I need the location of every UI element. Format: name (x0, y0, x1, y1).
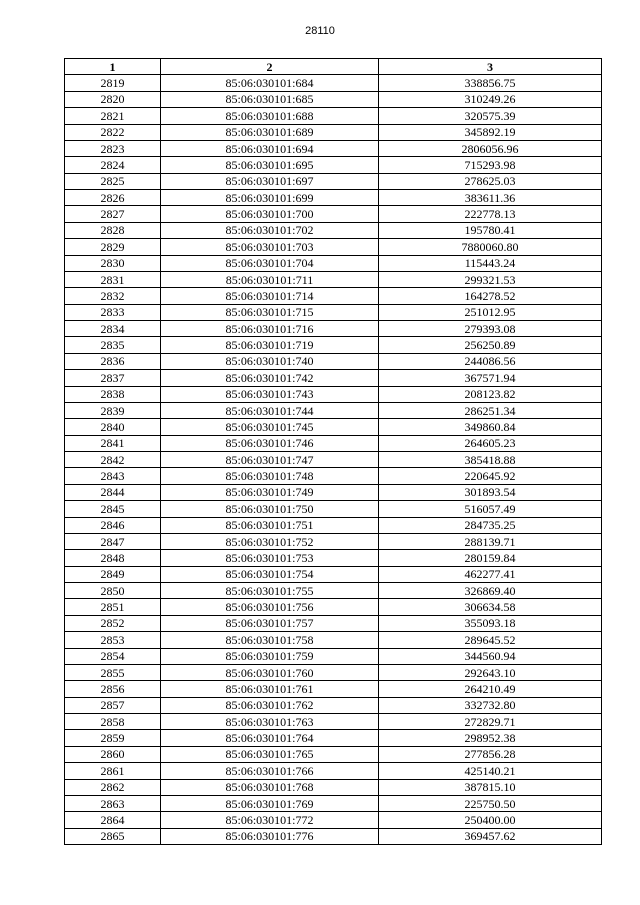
table-cell-col-2: 85:06:030101:702 (161, 222, 379, 238)
table-cell-col-2: 85:06:030101:759 (161, 648, 379, 664)
table-row (65, 190, 602, 206)
table-cell-col-1: 2843 (65, 468, 161, 484)
table-cell-col-3: 292643.10 (379, 664, 602, 680)
table-cell-col-2: 85:06:030101:768 (161, 779, 379, 795)
table-row (65, 632, 602, 648)
column-header-1: 1 (65, 59, 161, 75)
table-row (65, 435, 602, 451)
table-cell-col-2: 85:06:030101:747 (161, 452, 379, 468)
column-header-3: 3 (379, 59, 602, 75)
table-cell-col-3: 338856.75 (379, 75, 602, 91)
table-cell-col-3: 301893.54 (379, 484, 602, 500)
table-cell-col-3: 286251.34 (379, 402, 602, 418)
table-cell-col-3: 298952.38 (379, 730, 602, 746)
table-cell-col-2: 85:06:030101:762 (161, 697, 379, 713)
table-cell-col-2: 85:06:030101:714 (161, 288, 379, 304)
table-cell-col-1: 2826 (65, 190, 161, 206)
table-cell-col-2: 85:06:030101:760 (161, 664, 379, 680)
table-row (65, 304, 602, 320)
table-row (65, 452, 602, 468)
table-cell-col-2: 85:06:030101:715 (161, 304, 379, 320)
table-cell-col-2: 85:06:030101:766 (161, 763, 379, 779)
table-cell-col-2: 85:06:030101:748 (161, 468, 379, 484)
table-row (65, 730, 602, 746)
table-cell-col-3: 289645.52 (379, 632, 602, 648)
table-row (65, 763, 602, 779)
table-row (65, 681, 602, 697)
table-cell-col-2: 85:06:030101:695 (161, 157, 379, 173)
table-row (65, 91, 602, 107)
table-cell-col-2: 85:06:030101:754 (161, 566, 379, 582)
table-cell-col-1: 2849 (65, 566, 161, 582)
table-cell-col-3: 164278.52 (379, 288, 602, 304)
table-cell-col-1: 2840 (65, 419, 161, 435)
table-cell-col-2: 85:06:030101:746 (161, 435, 379, 451)
table-cell-col-1: 2822 (65, 124, 161, 140)
table-cell-col-1: 2860 (65, 746, 161, 762)
table-cell-col-3: 516057.49 (379, 501, 602, 517)
table-cell-col-3: 208123.82 (379, 386, 602, 402)
table-cell-col-2: 85:06:030101:719 (161, 337, 379, 353)
table-row (65, 157, 602, 173)
table-cell-col-2: 85:06:030101:756 (161, 599, 379, 615)
table-row (65, 288, 602, 304)
table-row (65, 140, 602, 156)
table-cell-col-3: 264210.49 (379, 681, 602, 697)
table-cell-col-1: 2841 (65, 435, 161, 451)
table-body (65, 75, 602, 845)
table-cell-col-3: 387815.10 (379, 779, 602, 795)
table-row (65, 779, 602, 795)
table-cell-col-1: 2831 (65, 271, 161, 287)
table-row (65, 533, 602, 549)
table-cell-col-2: 85:06:030101:711 (161, 271, 379, 287)
table-cell-col-3: 250400.00 (379, 812, 602, 828)
table-row (65, 353, 602, 369)
table-cell-col-1: 2850 (65, 583, 161, 599)
table-cell-col-1: 2830 (65, 255, 161, 271)
table-row (65, 501, 602, 517)
table-cell-col-1: 2821 (65, 108, 161, 124)
table-cell-col-3: 369457.62 (379, 828, 602, 844)
table-cell-col-1: 2835 (65, 337, 161, 353)
table-cell-col-3: 310249.26 (379, 91, 602, 107)
table-cell-col-2: 85:06:030101:776 (161, 828, 379, 844)
table-cell-col-1: 2823 (65, 140, 161, 156)
table-cell-col-2: 85:06:030101:700 (161, 206, 379, 222)
table-cell-col-2: 85:06:030101:742 (161, 370, 379, 386)
table-cell-col-1: 2847 (65, 533, 161, 549)
table-cell-col-3: 7880060.80 (379, 239, 602, 255)
table-cell-col-2: 85:06:030101:703 (161, 239, 379, 255)
table-cell-col-1: 2834 (65, 321, 161, 337)
table-cell-col-3: 332732.80 (379, 697, 602, 713)
table-cell-col-3: 385418.88 (379, 452, 602, 468)
table-cell-col-1: 2853 (65, 632, 161, 648)
table-cell-col-1: 2820 (65, 91, 161, 107)
table-cell-col-2: 85:06:030101:752 (161, 533, 379, 549)
table-row (65, 370, 602, 386)
table-row (65, 484, 602, 500)
table-cell-col-2: 85:06:030101:761 (161, 681, 379, 697)
table-cell-col-3: 306634.58 (379, 599, 602, 615)
table-cell-col-1: 2865 (65, 828, 161, 844)
table-row (65, 402, 602, 418)
table-cell-col-3: 225750.50 (379, 795, 602, 811)
table-cell-col-3: 367571.94 (379, 370, 602, 386)
table-cell-col-2: 85:06:030101:765 (161, 746, 379, 762)
table-row (65, 583, 602, 599)
table-cell-col-3: 280159.84 (379, 550, 602, 566)
table-cell-col-2: 85:06:030101:750 (161, 501, 379, 517)
table-row (65, 173, 602, 189)
table-cell-col-1: 2855 (65, 664, 161, 680)
table-row (65, 648, 602, 664)
table-row (65, 714, 602, 730)
table-row (65, 746, 602, 762)
table-cell-col-2: 85:06:030101:753 (161, 550, 379, 566)
table-cell-col-1: 2856 (65, 681, 161, 697)
table-cell-col-2: 85:06:030101:744 (161, 402, 379, 418)
table-cell-col-3: 115443.24 (379, 255, 602, 271)
table-row (65, 206, 602, 222)
table-row (65, 828, 602, 844)
table-cell-col-1: 2837 (65, 370, 161, 386)
table-cell-col-3: 195780.41 (379, 222, 602, 238)
table-cell-col-3: 251012.95 (379, 304, 602, 320)
table-cell-col-3: 715293.98 (379, 157, 602, 173)
table-cell-col-3: 344560.94 (379, 648, 602, 664)
table-row (65, 419, 602, 435)
table-cell-col-1: 2862 (65, 779, 161, 795)
table-row (65, 566, 602, 582)
table-cell-col-1: 2858 (65, 714, 161, 730)
table-row (65, 795, 602, 811)
table-cell-col-1: 2863 (65, 795, 161, 811)
table-row (65, 599, 602, 615)
table-cell-col-1: 2833 (65, 304, 161, 320)
table-row (65, 239, 602, 255)
table-cell-col-1: 2832 (65, 288, 161, 304)
table-cell-col-3: 222778.13 (379, 206, 602, 222)
table-cell-col-2: 85:06:030101:685 (161, 91, 379, 107)
table-cell-col-2: 85:06:030101:688 (161, 108, 379, 124)
table-cell-col-3: 299321.53 (379, 271, 602, 287)
table-cell-col-3: 425140.21 (379, 763, 602, 779)
table-row (65, 108, 602, 124)
table-cell-col-1: 2846 (65, 517, 161, 533)
table-cell-col-1: 2836 (65, 353, 161, 369)
table-cell-col-2: 85:06:030101:751 (161, 517, 379, 533)
table-cell-col-2: 85:06:030101:689 (161, 124, 379, 140)
table-row (65, 664, 602, 680)
table-cell-col-1: 2842 (65, 452, 161, 468)
table-cell-col-2: 85:06:030101:764 (161, 730, 379, 746)
table-cell-col-3: 326869.40 (379, 583, 602, 599)
table-cell-col-3: 220645.92 (379, 468, 602, 484)
table-cell-col-2: 85:06:030101:699 (161, 190, 379, 206)
table-cell-col-2: 85:06:030101:757 (161, 615, 379, 631)
table-row (65, 321, 602, 337)
table-cell-col-1: 2848 (65, 550, 161, 566)
table-row (65, 517, 602, 533)
table-cell-col-2: 85:06:030101:749 (161, 484, 379, 500)
table-cell-col-1: 2828 (65, 222, 161, 238)
table-cell-col-1: 2854 (65, 648, 161, 664)
table-cell-col-3: 462277.41 (379, 566, 602, 582)
table-cell-col-2: 85:06:030101:740 (161, 353, 379, 369)
table-cell-col-1: 2844 (65, 484, 161, 500)
table-row (65, 615, 602, 631)
table-cell-col-3: 277856.28 (379, 746, 602, 762)
table-cell-col-3: 320575.39 (379, 108, 602, 124)
table-cell-col-2: 85:06:030101:769 (161, 795, 379, 811)
table-cell-col-3: 355093.18 (379, 615, 602, 631)
data-table (64, 58, 602, 845)
table-cell-col-2: 85:06:030101:772 (161, 812, 379, 828)
table-cell-col-1: 2819 (65, 75, 161, 91)
table-cell-col-3: 349860.84 (379, 419, 602, 435)
table-row (65, 550, 602, 566)
table-cell-col-1: 2829 (65, 239, 161, 255)
table-cell-col-1: 2864 (65, 812, 161, 828)
table-row (65, 386, 602, 402)
table-cell-col-1: 2827 (65, 206, 161, 222)
table-cell-col-3: 264605.23 (379, 435, 602, 451)
table-cell-col-1: 2859 (65, 730, 161, 746)
table-cell-col-3: 2806056.96 (379, 140, 602, 156)
table-row (65, 337, 602, 353)
table-row (65, 124, 602, 140)
table-cell-col-2: 85:06:030101:704 (161, 255, 379, 271)
page-number: 28110 (305, 25, 335, 37)
table-cell-col-1: 2838 (65, 386, 161, 402)
table-cell-col-3: 345892.19 (379, 124, 602, 140)
column-header-2: 2 (161, 59, 379, 75)
table-row (65, 468, 602, 484)
table-cell-col-2: 85:06:030101:745 (161, 419, 379, 435)
table-cell-col-1: 2845 (65, 501, 161, 517)
table-cell-col-1: 2861 (65, 763, 161, 779)
table-cell-col-2: 85:06:030101:763 (161, 714, 379, 730)
table-row (65, 812, 602, 828)
table-cell-col-3: 272829.71 (379, 714, 602, 730)
table-cell-col-2: 85:06:030101:755 (161, 583, 379, 599)
table-row (65, 255, 602, 271)
table-row (65, 271, 602, 287)
table-row (65, 697, 602, 713)
table-cell-col-1: 2851 (65, 599, 161, 615)
table-cell-col-3: 278625.03 (379, 173, 602, 189)
table-cell-col-2: 85:06:030101:684 (161, 75, 379, 91)
table-cell-col-1: 2825 (65, 173, 161, 189)
table-row (65, 222, 602, 238)
table-header-row (65, 59, 602, 75)
table-row (65, 75, 602, 91)
table-cell-col-1: 2824 (65, 157, 161, 173)
table-cell-col-3: 383611.36 (379, 190, 602, 206)
table-cell-col-1: 2852 (65, 615, 161, 631)
table-cell-col-3: 256250.89 (379, 337, 602, 353)
table-cell-col-3: 284735.25 (379, 517, 602, 533)
table-cell-col-2: 85:06:030101:697 (161, 173, 379, 189)
table-cell-col-3: 244086.56 (379, 353, 602, 369)
table-cell-col-3: 288139.71 (379, 533, 602, 549)
table-cell-col-1: 2857 (65, 697, 161, 713)
table-cell-col-2: 85:06:030101:743 (161, 386, 379, 402)
table-cell-col-2: 85:06:030101:716 (161, 321, 379, 337)
table-cell-col-3: 279393.08 (379, 321, 602, 337)
table-cell-col-1: 2839 (65, 402, 161, 418)
table-cell-col-2: 85:06:030101:758 (161, 632, 379, 648)
table-cell-col-2: 85:06:030101:694 (161, 140, 379, 156)
